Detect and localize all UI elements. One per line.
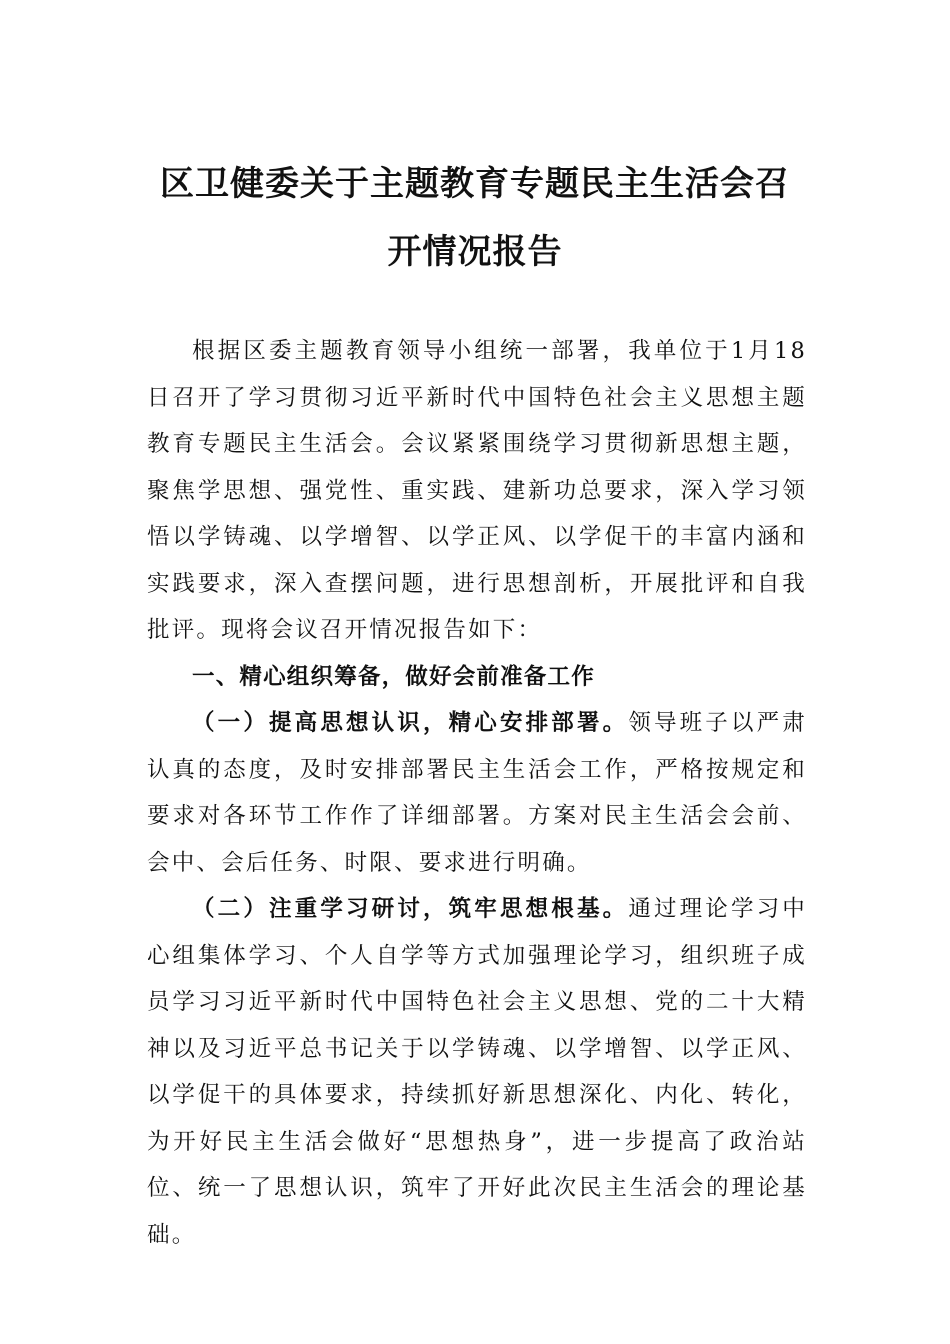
- document-body: [147, 328, 807, 1258]
- document-title-line-1: 区卫健委关于主题教育专题民主生活会召: [160, 164, 790, 204]
- item-2-lead: （二）注重学习研讨，筑牢思想根基。: [192, 896, 629, 922]
- document-title: [140, 150, 810, 286]
- item-1-lead: （一）提高思想认识，精心安排部署。: [192, 710, 629, 736]
- section-1-heading: 一、精心组织筹备，做好会前准备工作: [192, 663, 595, 690]
- item-2-paragraph: [147, 886, 807, 1258]
- document-title-line-2: 开情况报告: [387, 232, 563, 272]
- intro-paragraph: 根据区委主题教育领导小组统一部署，我单位于1月18日召开了学习贯彻习近平新时代中国特色社会主义思想主题教育专题民主生活会。会议紧紧围绕学习贯彻新思想主题，聚焦学思想、强党性、重实践、建新功总要求，深入学习领悟以学铸魂、以学增智、以学正风、以学促干的丰富内涵和实践要求，深入查摆问题，进行思想剖析，开展批评和自我批评。现将会议召开情况报告如下：: [147, 338, 807, 643]
- item-1-paragraph: [147, 700, 807, 886]
- item-1-text: 领导班子以严肃认真的态度，及时安排部署民主生活会工作，严格按规定和要求对各环节工作作了详细部署。方案对民主生活会会前、会中、会后任务、时限、要求进行明确。: [147, 710, 808, 876]
- item-2-text: 通过理论学习中心组集体学习、个人自学等方式加强理论学习，组织班子成员学习习近平新时代中国特色社会主义思想、党的二十大精神以及习近平总书记关于以学铸魂、以学增智、以学正风、以学促干的具体要求，持续抓好新思想深化、内化、转化，为开好民主生活会做好“思想热身”，进一步提高了政治站位、统一了思想认识，筑牢了开好此次民主生活会的理论基础。: [147, 896, 808, 1248]
